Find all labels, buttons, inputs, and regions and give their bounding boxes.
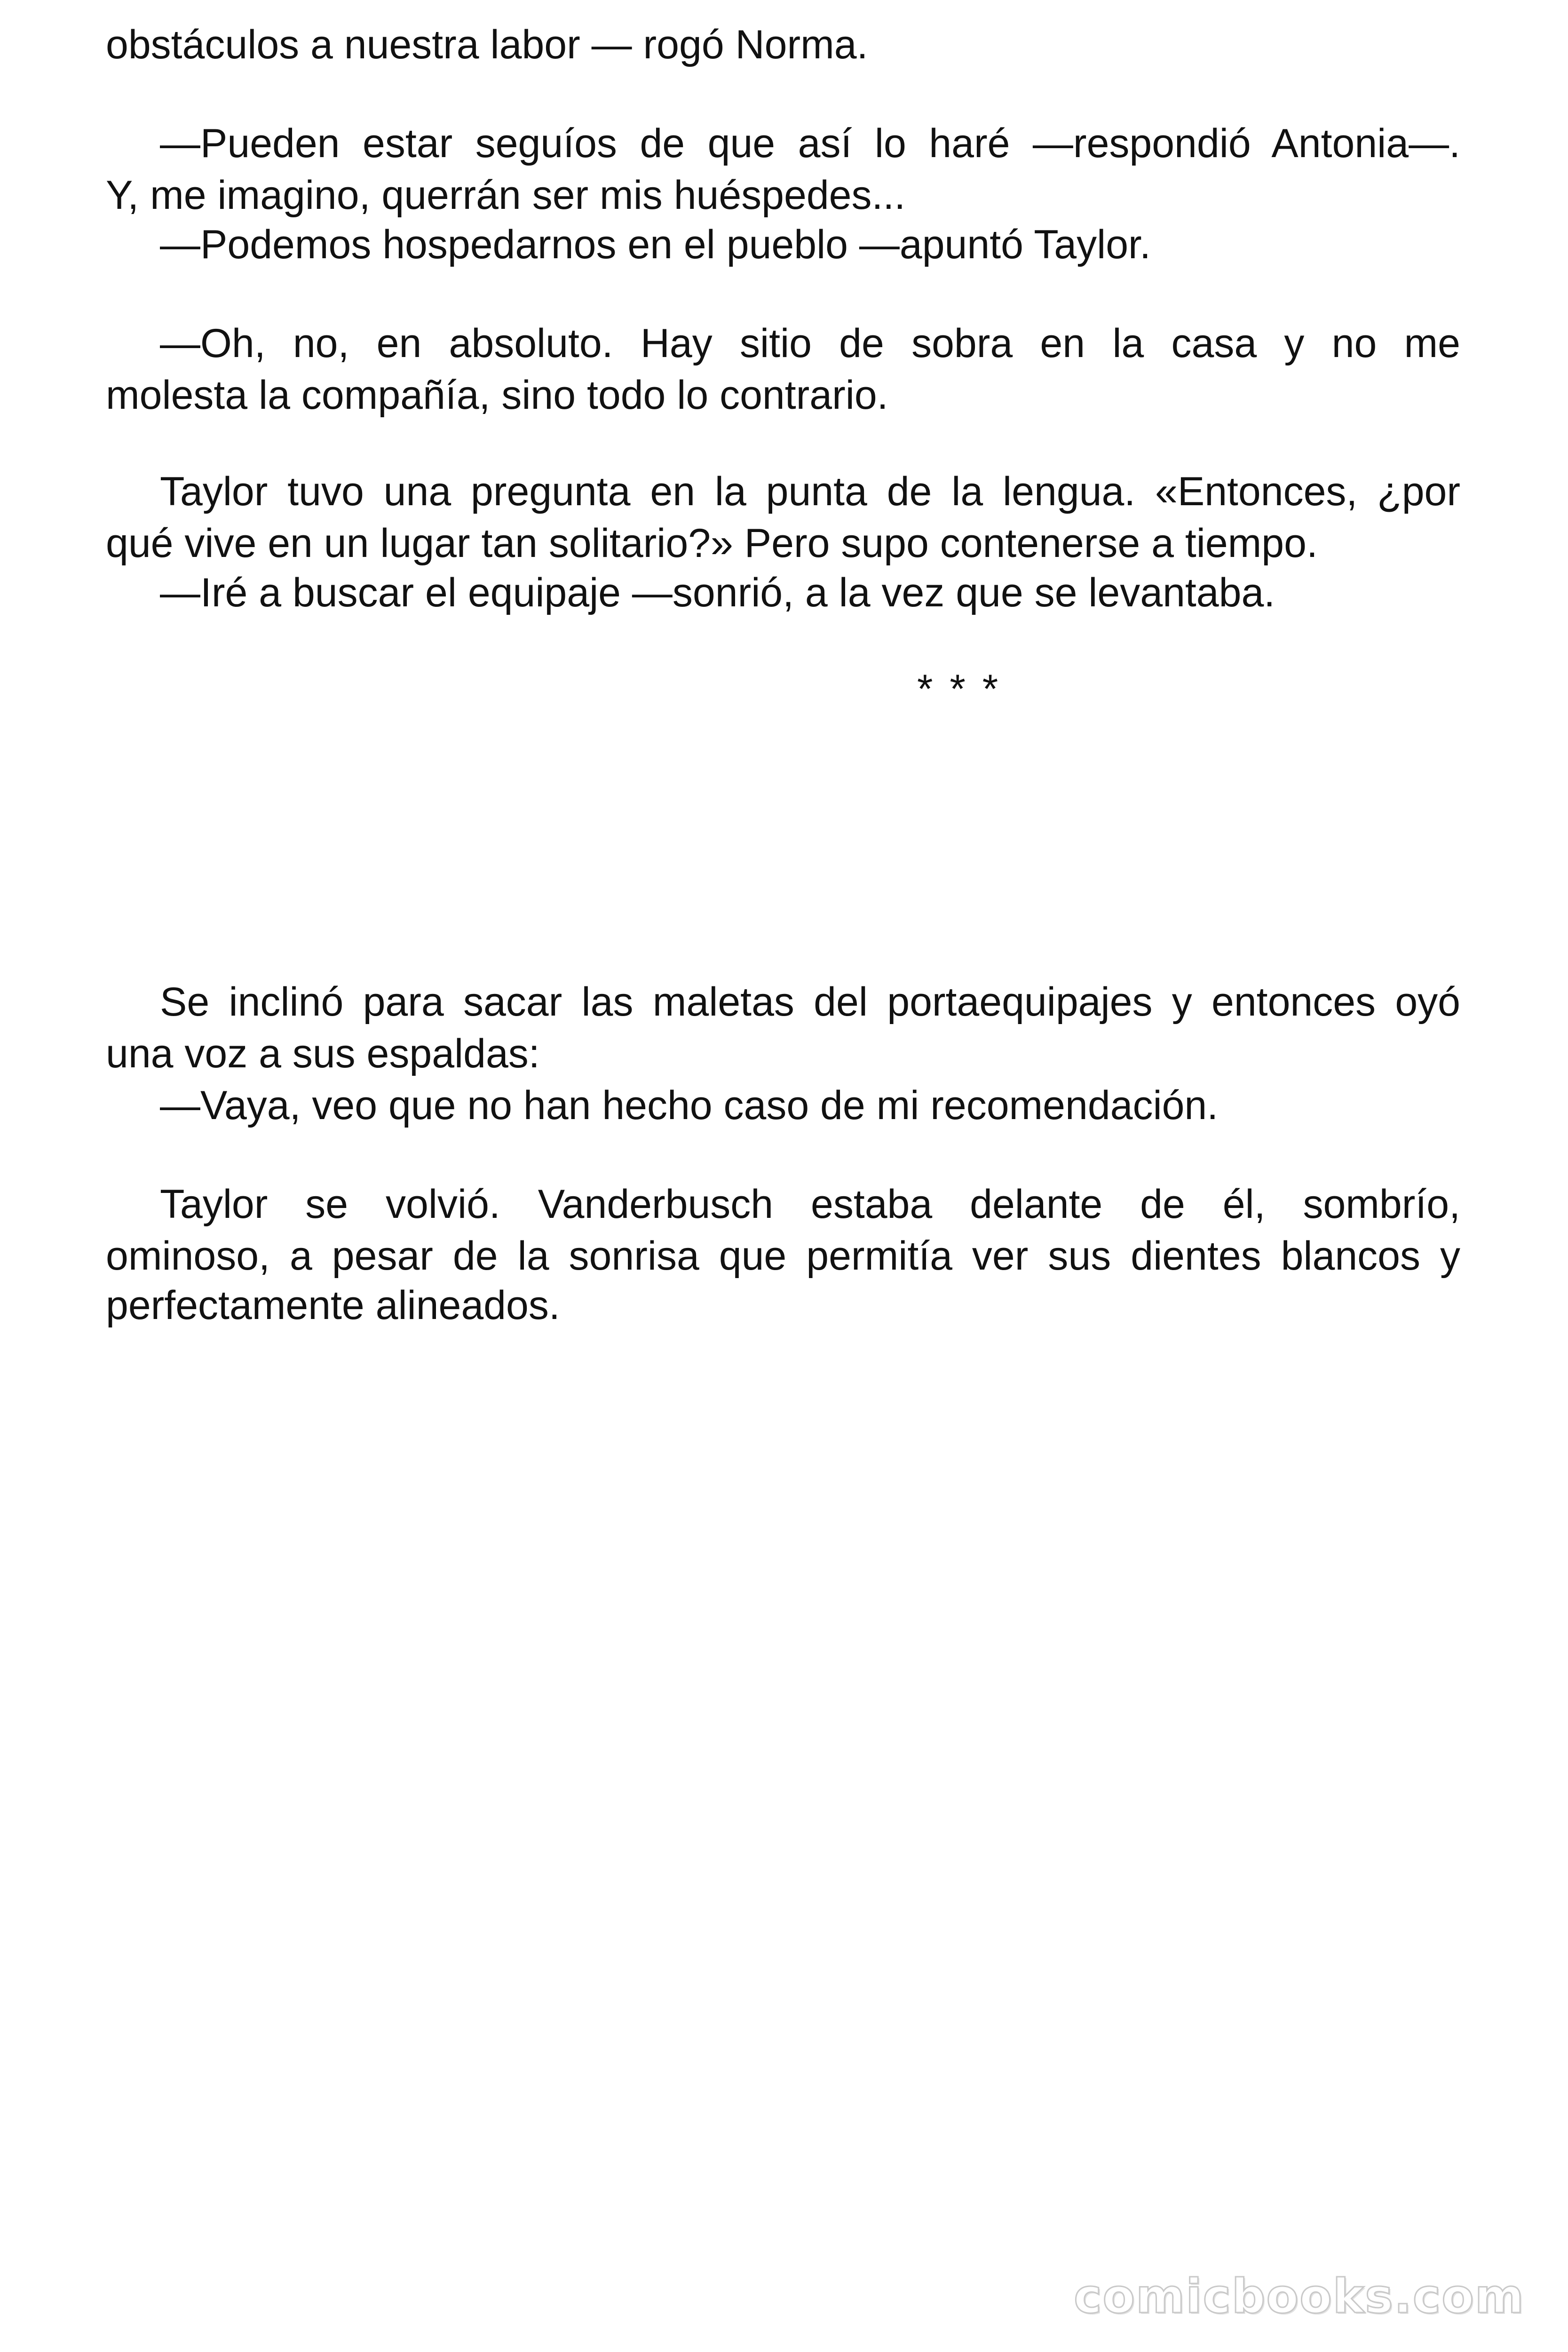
text-line: Se inclinó para sacar las maletas del portaequipajes y entonces oyó bbox=[160, 979, 1460, 1025]
text-line: Y, me imagino, querrán ser mis huéspedes... bbox=[106, 173, 906, 218]
text-line: qué vive en un lugar tan solitario?» Pero supo contenerse a tiempo. bbox=[106, 521, 1318, 566]
watermark: comicbooks.com bbox=[1074, 2269, 1525, 2324]
text-line: molesta la compañía, sino todo lo contrario. bbox=[106, 373, 888, 418]
text-line: perfectamente alineados. bbox=[106, 1283, 560, 1328]
text-line: —Podemos hospedarnos en el pueblo —apuntó Taylor. bbox=[160, 222, 1151, 267]
text-line: obstáculos a nuestra labor — rogó Norma. bbox=[106, 22, 868, 67]
text-line: una voz a sus espaldas: bbox=[106, 1031, 540, 1076]
text-line: Taylor se volvió. Vanderbusch estaba delante de él, sombrío, bbox=[160, 1182, 1460, 1227]
text-line: Taylor tuvo una pregunta en la punta de la lengua. «Entonces, ¿por bbox=[160, 469, 1460, 514]
text-line: —Oh, no, en absoluto. Hay sitio de sobra en la casa y no me bbox=[160, 321, 1460, 366]
text-line: —Pueden estar seguíos de que así lo haré —respondió Antonia—. bbox=[160, 121, 1460, 166]
section-separator: * * * bbox=[917, 667, 1001, 712]
text-line: —Iré a buscar el equipaje —sonrió, a la vez que se levantaba. bbox=[160, 570, 1275, 615]
text-line: —Vaya, veo que no han hecho caso de mi recomendación. bbox=[160, 1083, 1219, 1128]
text-line: ominoso, a pesar de la sonrisa que permitía ver sus dientes blancos y bbox=[106, 1233, 1460, 1279]
